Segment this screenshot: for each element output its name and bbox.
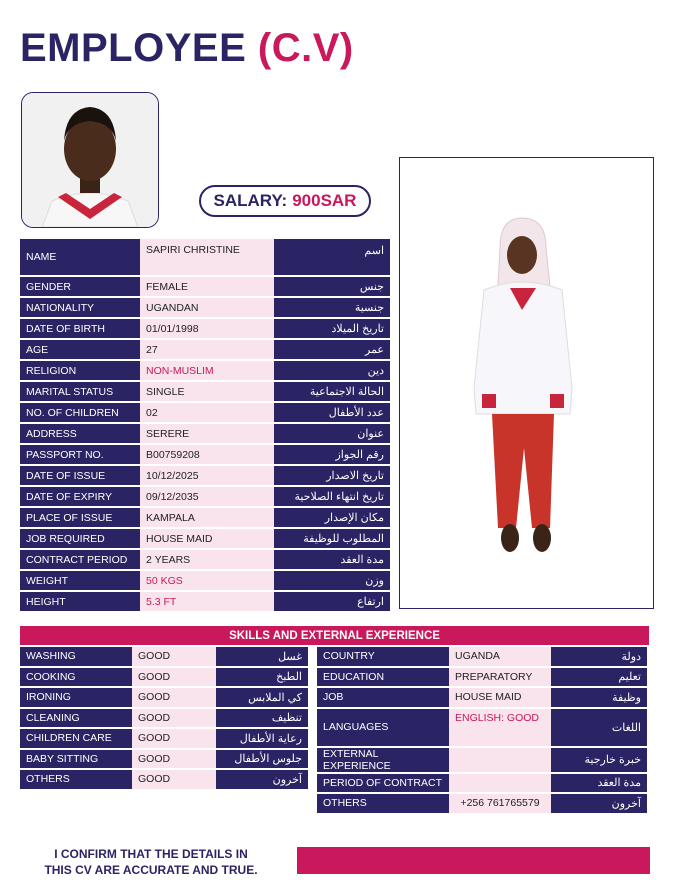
salary-value: 900SAR	[292, 191, 357, 210]
info-label: DATE OF ISSUE	[20, 466, 140, 485]
experience-table	[317, 645, 647, 815]
skill-arabic: آخرون	[216, 770, 308, 789]
experience-row	[317, 748, 647, 772]
personal-info-table	[20, 237, 390, 613]
info-label: NATIONALITY	[20, 298, 140, 317]
skill-row	[20, 729, 308, 748]
info-arabic: عنوان	[274, 424, 390, 443]
info-value: 01/01/1998	[140, 319, 274, 338]
info-value: 09/12/2035	[140, 487, 274, 506]
info-value: B00759208	[140, 445, 274, 464]
info-arabic: مدة العقد	[274, 550, 390, 569]
info-label: AGE	[20, 340, 140, 359]
info-arabic: تاريخ الميلاد	[274, 319, 390, 338]
skill-arabic: جلوس الأطفال	[216, 750, 308, 769]
experience-label: JOB	[317, 688, 449, 707]
skill-arabic: غسل	[216, 647, 308, 666]
info-row	[20, 319, 390, 338]
info-row	[20, 466, 390, 485]
skill-row	[20, 668, 308, 687]
info-value: KAMPALA	[140, 508, 274, 527]
experience-row	[317, 709, 647, 746]
full-body-photo	[399, 157, 654, 609]
info-value: 10/12/2025	[140, 466, 274, 485]
info-row	[20, 571, 390, 590]
salary-label: SALARY:	[213, 191, 288, 210]
skill-level: GOOD	[132, 750, 216, 769]
info-arabic: الحالة الاجتماعية	[274, 382, 390, 401]
experience-value	[449, 748, 551, 772]
info-arabic: جنسية	[274, 298, 390, 317]
title-accent: (C.V)	[257, 26, 354, 70]
confirmation-line-1: I CONFIRM THAT THE DETAILS IN	[54, 847, 248, 861]
experience-label: LANGUAGES	[317, 709, 449, 746]
info-arabic: وزن	[274, 571, 390, 590]
info-row-name	[20, 239, 390, 275]
experience-row	[317, 794, 647, 813]
info-row	[20, 403, 390, 422]
info-arabic: مكان الإصدار	[274, 508, 390, 527]
info-label: NAME	[20, 239, 140, 275]
skill-arabic: الطبخ	[216, 668, 308, 687]
info-row	[20, 445, 390, 464]
skill-label: COOKING	[20, 668, 132, 687]
info-label: PLACE OF ISSUE	[20, 508, 140, 527]
experience-arabic: تعليم	[551, 668, 647, 687]
experience-row	[317, 647, 647, 666]
experience-arabic: آخرون	[551, 794, 647, 813]
info-label: MARITAL STATUS	[20, 382, 140, 401]
experience-label: EXTERNAL EXPERIENCE	[317, 748, 449, 772]
experience-arabic: اللغات	[551, 709, 647, 746]
info-value: FEMALE	[140, 277, 274, 296]
info-arabic: اسم	[274, 239, 390, 275]
info-arabic: ارتفاع	[274, 592, 390, 611]
skill-level: GOOD	[132, 770, 216, 789]
info-label: CONTRACT PERIOD	[20, 550, 140, 569]
skill-row	[20, 750, 308, 769]
confirmation-line-2: THIS CV ARE ACCURATE AND TRUE.	[44, 863, 258, 877]
skill-label: BABY SITTING	[20, 750, 132, 769]
info-row	[20, 340, 390, 359]
skill-label: IRONING	[20, 688, 132, 707]
info-label: GENDER	[20, 277, 140, 296]
experience-value: PREPARATORY	[449, 668, 551, 687]
info-label: ADDRESS	[20, 424, 140, 443]
experience-row	[317, 668, 647, 687]
salary-badge	[199, 185, 371, 217]
info-row	[20, 529, 390, 548]
info-label: JOB REQUIRED	[20, 529, 140, 548]
skill-row	[20, 647, 308, 666]
skill-label: OTHERS	[20, 770, 132, 789]
skill-label: WASHING	[20, 647, 132, 666]
info-row	[20, 508, 390, 527]
experience-arabic: وظيفة	[551, 688, 647, 707]
skills-table	[20, 645, 308, 791]
experience-value: +256 761765579	[449, 794, 551, 813]
info-row	[20, 277, 390, 296]
info-value: UGANDAN	[140, 298, 274, 317]
skill-level: GOOD	[132, 688, 216, 707]
info-arabic: عمر	[274, 340, 390, 359]
skill-row	[20, 688, 308, 707]
info-arabic: عدد الأطفال	[274, 403, 390, 422]
skill-label: CLEANING	[20, 709, 132, 728]
info-arabic: المطلوب للوظيفة	[274, 529, 390, 548]
info-arabic: رقم الجواز	[274, 445, 390, 464]
info-arabic: دين	[274, 361, 390, 380]
experience-value: UGANDA	[449, 647, 551, 666]
experience-row	[317, 688, 647, 707]
skill-arabic: رعاية الأطفال	[216, 729, 308, 748]
info-value: NON-MUSLIM	[140, 361, 274, 380]
info-label: RELIGION	[20, 361, 140, 380]
skill-level: GOOD	[132, 668, 216, 687]
info-label: DATE OF EXPIRY	[20, 487, 140, 506]
experience-row	[317, 774, 647, 793]
experience-label: OTHERS	[317, 794, 449, 813]
info-row	[20, 298, 390, 317]
experience-label: EDUCATION	[317, 668, 449, 687]
skill-level: GOOD	[132, 729, 216, 748]
page-title	[20, 26, 354, 71]
portrait-photo	[21, 92, 159, 228]
info-row	[20, 550, 390, 569]
skill-row	[20, 709, 308, 728]
experience-arabic: مدة العقد	[551, 774, 647, 793]
experience-arabic: دولة	[551, 647, 647, 666]
experience-value: HOUSE MAID	[449, 688, 551, 707]
info-value: 5.3 FT	[140, 592, 274, 611]
skill-level: GOOD	[132, 647, 216, 666]
info-value: SINGLE	[140, 382, 274, 401]
info-value: SERERE	[140, 424, 274, 443]
info-label: PASSPORT NO.	[20, 445, 140, 464]
experience-arabic: خبرة خارجية	[551, 748, 647, 772]
info-value: 02	[140, 403, 274, 422]
info-row	[20, 424, 390, 443]
skills-section-header: SKILLS AND EXTERNAL EXPERIENCE	[20, 626, 649, 645]
info-value: 2 YEARS	[140, 550, 274, 569]
skill-arabic: تنظيف	[216, 709, 308, 728]
signature-bar	[297, 847, 650, 874]
experience-label: COUNTRY	[317, 647, 449, 666]
skill-arabic: كي الملابس	[216, 688, 308, 707]
info-label: DATE OF BIRTH	[20, 319, 140, 338]
info-value: SAPIRI CHRISTINE	[140, 239, 274, 275]
confirmation-statement	[26, 846, 276, 878]
info-arabic: تاريخ الاصدار	[274, 466, 390, 485]
experience-label: PERIOD OF CONTRACT	[317, 774, 449, 793]
info-row	[20, 382, 390, 401]
skill-label: CHILDREN CARE	[20, 729, 132, 748]
info-arabic: تاريخ انتهاء الصلاحية	[274, 487, 390, 506]
experience-value	[449, 774, 551, 793]
info-value: HOUSE MAID	[140, 529, 274, 548]
info-arabic: جنس	[274, 277, 390, 296]
info-row	[20, 361, 390, 380]
title-main: EMPLOYEE	[20, 26, 247, 70]
info-row	[20, 487, 390, 506]
skill-level: GOOD	[132, 709, 216, 728]
info-label: WEIGHT	[20, 571, 140, 590]
info-value: 50 KGS	[140, 571, 274, 590]
info-row	[20, 592, 390, 611]
skill-row	[20, 770, 308, 789]
info-label: NO. OF CHILDREN	[20, 403, 140, 422]
info-value: 27	[140, 340, 274, 359]
info-label: HEIGHT	[20, 592, 140, 611]
experience-value: ENGLISH: GOOD	[449, 709, 551, 746]
